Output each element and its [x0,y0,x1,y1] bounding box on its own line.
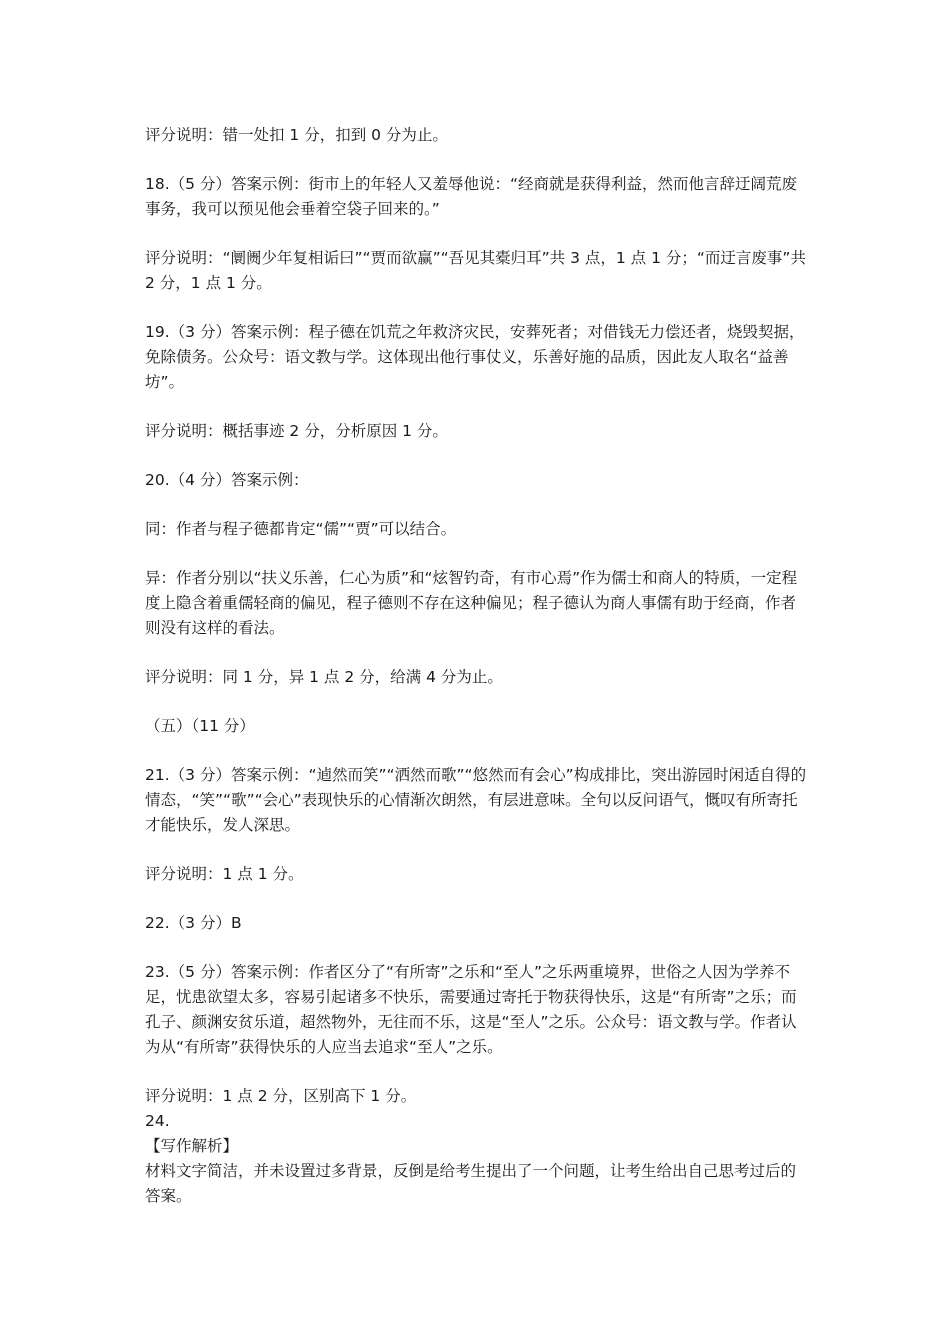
question-24-number: 24. [145,1112,170,1130]
scoring-note-21: 评分说明：1 点 1 分。 [145,865,304,883]
scoring-note-17: 评分说明：错一处扣 1 分，扣到 0 分为止。 [145,126,448,144]
answer-23: 23.（5 分）答案示例：作者区分了“有所寄”之乐和“至人”之乐两重境界，世俗之人因为学养不足，忧患欲望太多，容易引起诸多不快乐，需要通过寄托于物获得快乐，这是“有所寄”之乐；而孔子、颜渊安贫乐道，超然物外，无往而不乐，这是“至人”之乐。公众号：语文教与学。作者认为从“有所寄”获得快乐的人应当去追求“至人”之乐。 [145,963,797,1056]
writing-analysis-text: 材料文字简洁，并未设置过多背景，反倒是给考生提出了一个问题，让考生给出自己思考过后的答案。 [145,1162,797,1205]
answer-20-difference: 异：作者分别以“扶义乐善，仁心为质”和“炫智钓奇，有市心焉”作为儒士和商人的特质，一定程度上隐含着重儒轻商的偏见，程子德则不存在这种偏见；程子德认为商人事儒有助于经商，作者则没有这样的看法。 [145,569,798,637]
answer-18: 18.（5 分）答案示例：街市上的年轻人又羞辱他说：“经商就是获得利益，然而他言辞迂阔荒废事务，我可以预见他会垂着空袋子回来的。” [145,175,797,218]
scoring-note-23: 评分说明：1 点 2 分，区别高下 1 分。 [145,1087,417,1105]
scoring-note-19: 评分说明：概括事迹 2 分，分析原因 1 分。 [145,422,448,440]
answer-20-similarity: 同：作者与程子德都肯定“儒”“贾”可以结合。 [145,520,457,538]
answer-22: 22.（3 分）B [145,914,242,932]
document-body [145,123,810,1209]
answer-21: 21.（3 分）答案示例：“逌然而笑”“洒然而歌”“悠然而有会心”构成排比，突出游园时闲适自得的情态，“笑”“歌”“会心”表现快乐的心情渐次朗然，有层进意味。全句以反问语气，慨叹有所寄托才能快乐，发人深思。 [145,766,807,834]
answer-19: 19.（3 分）答案示例：程子德在饥荒之年救济灾民，安葬死者；对借钱无力偿还者，烧毁契据，免除债务。公众号：语文教与学。这体现出他行事仗义，乐善好施的品质，因此友人取名“益善坊”。 [145,323,805,391]
writing-analysis-heading: 【写作解析】 [145,1137,239,1155]
section-five-heading: （五）（11 分） [145,717,255,735]
answer-20-heading: 20.（4 分）答案示例： [145,471,309,489]
scoring-note-20: 评分说明：同 1 分，异 1 点 2 分，给满 4 分为止。 [145,668,503,686]
scoring-note-18: 评分说明：“阛阓少年复相诟曰”“贾而欲赢”“吾见其橐归耳”共 3 点，1 点 1 分；“而迂言废事”共 2 分，1 点 1 分。 [145,249,806,292]
